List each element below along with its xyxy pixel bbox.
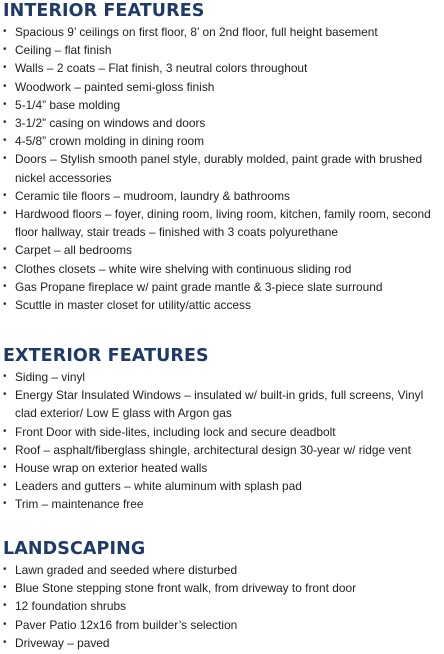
list-item: • Ceramic tile floors – mudroom, laundry & bathrooms bbox=[3, 187, 444, 205]
list-item: • Spacious 9’ ceilings on first floor, 8’ on 2nd floor, full height basement bbox=[3, 23, 444, 41]
landscaping-heading: LANDSCAPING bbox=[3, 539, 146, 559]
list-item: • Woodwork – painted semi-gloss finish bbox=[3, 78, 444, 96]
list-item: • Energy Star Insulated Windows – insulated w/ built-in grids, full screens, Vinyl clad exterior/ Low E glass with Argon gas bbox=[3, 386, 444, 422]
list-item: • Paver Patio 12x16 from builder’s selection bbox=[3, 616, 444, 634]
landscaping-section bbox=[3, 539, 444, 652]
exterior-features-list bbox=[3, 368, 444, 514]
interior-features-section bbox=[3, 1, 444, 314]
list-item: • House wrap on exterior heated walls bbox=[3, 459, 444, 477]
list-item: • Front Door with side-lites, including lock and secure deadbolt bbox=[3, 423, 444, 441]
list-item: • Siding – vinyl bbox=[3, 368, 444, 386]
list-item: • Lawn graded and seeded where disturbed bbox=[3, 561, 444, 579]
list-item: • Carpet – all bedrooms bbox=[3, 241, 444, 259]
exterior-features-section bbox=[3, 346, 444, 514]
list-item: • Trim – maintenance free bbox=[3, 495, 444, 513]
exterior-features-heading: EXTERIOR FEATURES bbox=[3, 346, 209, 366]
list-item: • Doors – Stylish smooth panel style, durably molded, paint grade with brushed nickel accessories bbox=[3, 150, 444, 186]
list-item: • Leaders and gutters – white aluminum with splash pad bbox=[3, 477, 444, 495]
list-item: • 4-5/8” crown molding in dining room bbox=[3, 132, 444, 150]
list-item: • Gas Propane fireplace w/ paint grade mantle & 3-piece slate surround bbox=[3, 278, 444, 296]
list-item: • Clothes closets – white wire shelving with continuous sliding rod bbox=[3, 260, 444, 278]
list-item: • Walls – 2 coats – Flat finish, 3 neutral colors throughout bbox=[3, 59, 444, 77]
list-item: • Blue Stone stepping stone front walk, from driveway to front door bbox=[3, 579, 444, 597]
list-item: • Driveway – paved bbox=[3, 634, 444, 652]
list-item: • Ceiling – flat finish bbox=[3, 41, 444, 59]
interior-features-heading: INTERIOR FEATURES bbox=[3, 1, 205, 21]
list-item: • Roof – asphalt/fiberglass shingle, architectural design 30-year w/ ridge vent bbox=[3, 441, 444, 459]
list-item: • Hardwood floors – foyer, dining room, living room, kitchen, family room, second floor hallway, stair treads – finished with 3 coats polyurethane bbox=[3, 205, 444, 241]
list-item: • 3-1/2” casing on windows and doors bbox=[3, 114, 444, 132]
list-item: • Scuttle in master closet for utility/attic access bbox=[3, 296, 444, 314]
list-item: • 5-1/4” base molding bbox=[3, 96, 444, 114]
landscaping-list bbox=[3, 561, 444, 652]
list-item: • 12 foundation shrubs bbox=[3, 597, 444, 615]
interior-features-list bbox=[3, 23, 444, 314]
